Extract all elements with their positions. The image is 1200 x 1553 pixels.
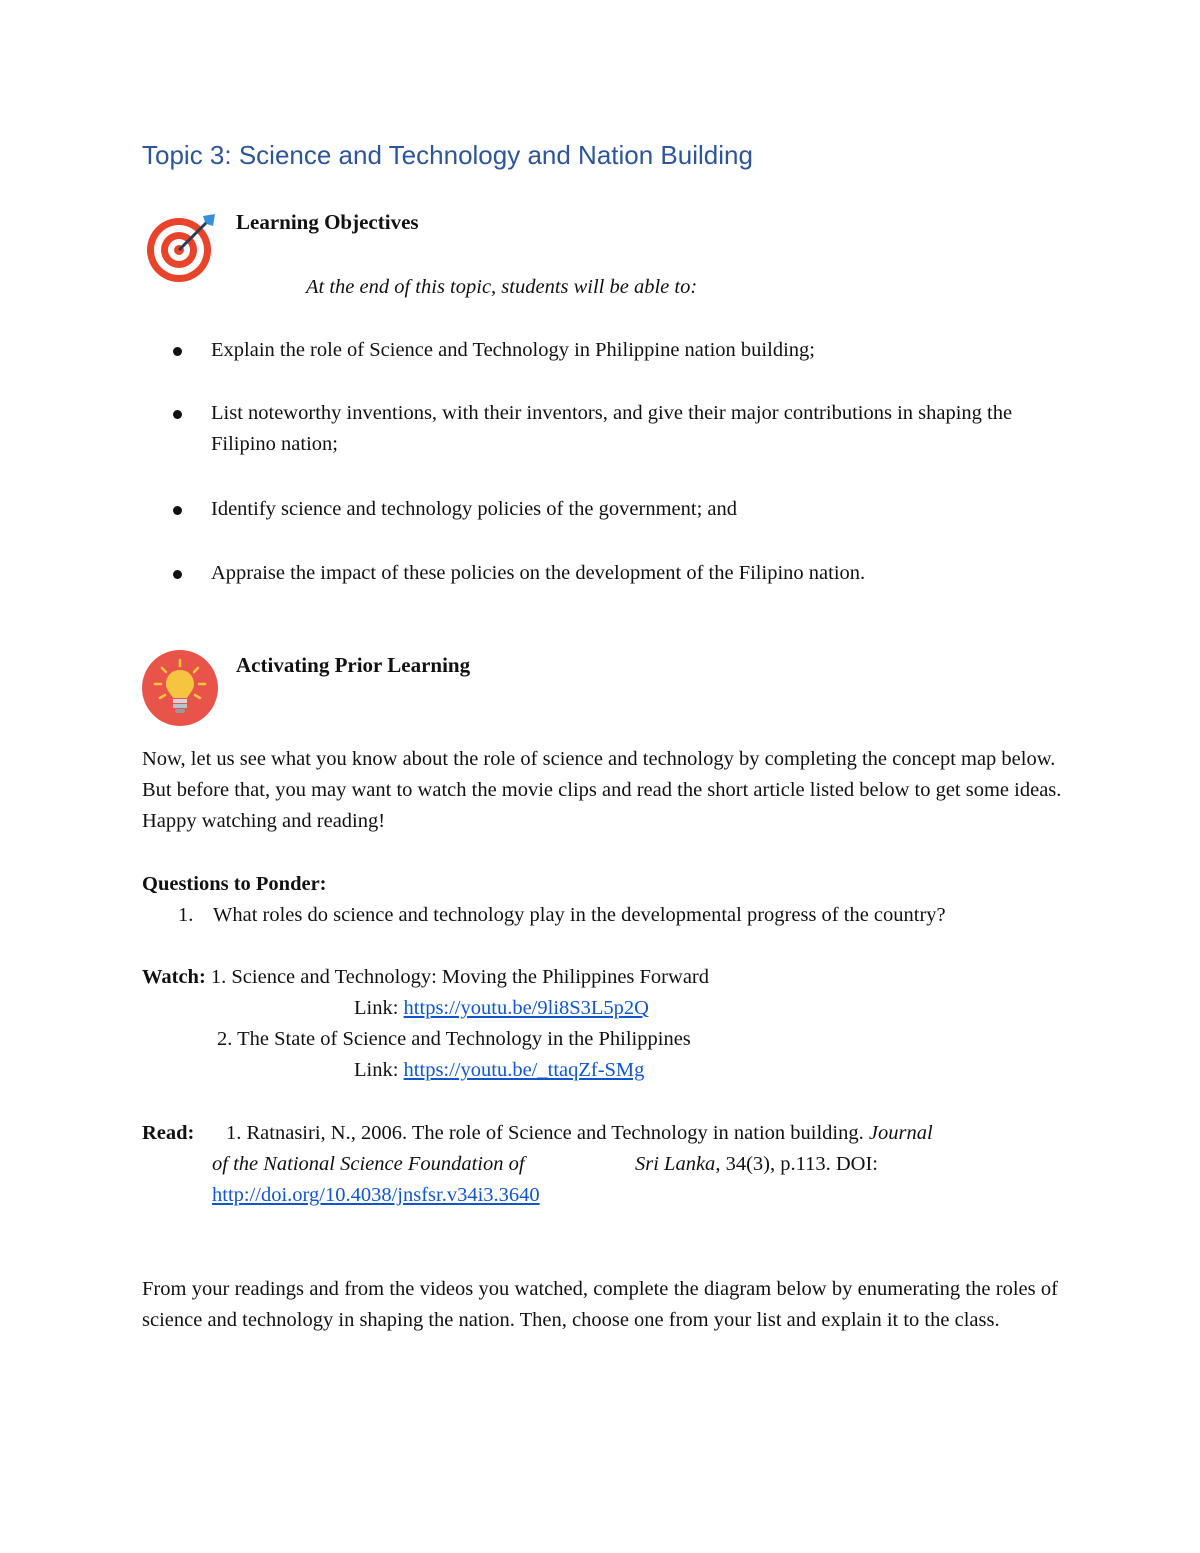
journal-name: Journal xyxy=(868,1122,933,1144)
bullet-icon xyxy=(173,410,182,419)
link-label: Link: xyxy=(354,997,399,1019)
watch-title-1: 1. Science and Technology: Moving the Philippines Forward xyxy=(210,966,709,988)
objectives-intro: At the end of this topic, students will be able to: xyxy=(306,276,698,298)
questions-heading: Questions to Ponder: xyxy=(142,873,327,895)
objective-item: List noteworthy inventions, with their inventors, and give their major contributions in shaping the Filipino nation; xyxy=(211,402,1013,455)
citation-volume: , 34(3), p.113. DOI: xyxy=(715,1153,878,1175)
objective-item: Explain the role of Science and Technology in Philippine nation building; xyxy=(211,339,815,361)
bullet-icon xyxy=(173,347,182,356)
watch-link-row-2 xyxy=(354,1055,644,1086)
read-citation-line-2 xyxy=(212,1149,525,1180)
watch-label: Watch: xyxy=(142,966,206,988)
read-label: Read: xyxy=(142,1122,195,1144)
watch-title-2: 2. The State of Science and Technology in the Philippines xyxy=(217,1028,691,1050)
journal-name: of the National Science Foundation of xyxy=(212,1153,525,1175)
read-citation-line-1 xyxy=(226,1118,933,1149)
target-icon xyxy=(145,212,217,284)
journal-country: Sri Lanka xyxy=(635,1153,716,1175)
prior-heading: Activating Prior Learning xyxy=(236,653,471,677)
objectives-heading: Learning Objectives xyxy=(236,210,419,234)
objective-item: Appraise the impact of these policies on the development of the Filipino nation. xyxy=(211,562,866,584)
watch-item-1 xyxy=(142,962,709,993)
citation-text: 1. Ratnasiri, N., 2006. The role of Science and Technology in nation building. xyxy=(226,1122,864,1144)
objective-item: Identify science and technology policies of the government; and xyxy=(211,498,737,520)
bullet-icon xyxy=(173,506,182,515)
bullet-icon xyxy=(173,570,182,579)
lightbulb-icon xyxy=(142,650,218,726)
question-text: What roles do science and technology play in the developmental progress of the country? xyxy=(213,904,946,926)
read-citation-line-2b xyxy=(635,1149,878,1180)
doi-link[interactable]: http://doi.org/10.4038/jnsfsr.v34i3.3640 xyxy=(212,1184,540,1206)
question-number: 1. xyxy=(178,904,194,926)
closing-paragraph: From your readings and from the videos you watched, complete the diagram below by enumerating the roles of science and technology in shaping the nation. Then, choose one from your list and explain it to the class. xyxy=(142,1278,1058,1331)
prior-paragraph: Now, let us see what you know about the role of science and technology by completing the concept map below. But before that, you may want to watch the movie clips and read the short article listed below to get some ideas. Happy watching and reading! xyxy=(142,748,1062,832)
watch-link-2[interactable]: https://youtu.be/_ttaqZf-SMg xyxy=(403,1059,645,1081)
watch-link-row-1 xyxy=(354,993,649,1024)
watch-link-1[interactable]: https://youtu.be/9li8S3L5p2Q xyxy=(403,997,649,1019)
link-label: Link: xyxy=(354,1059,399,1081)
page-title: Topic 3: Science and Technology and Nation Building xyxy=(142,140,753,170)
